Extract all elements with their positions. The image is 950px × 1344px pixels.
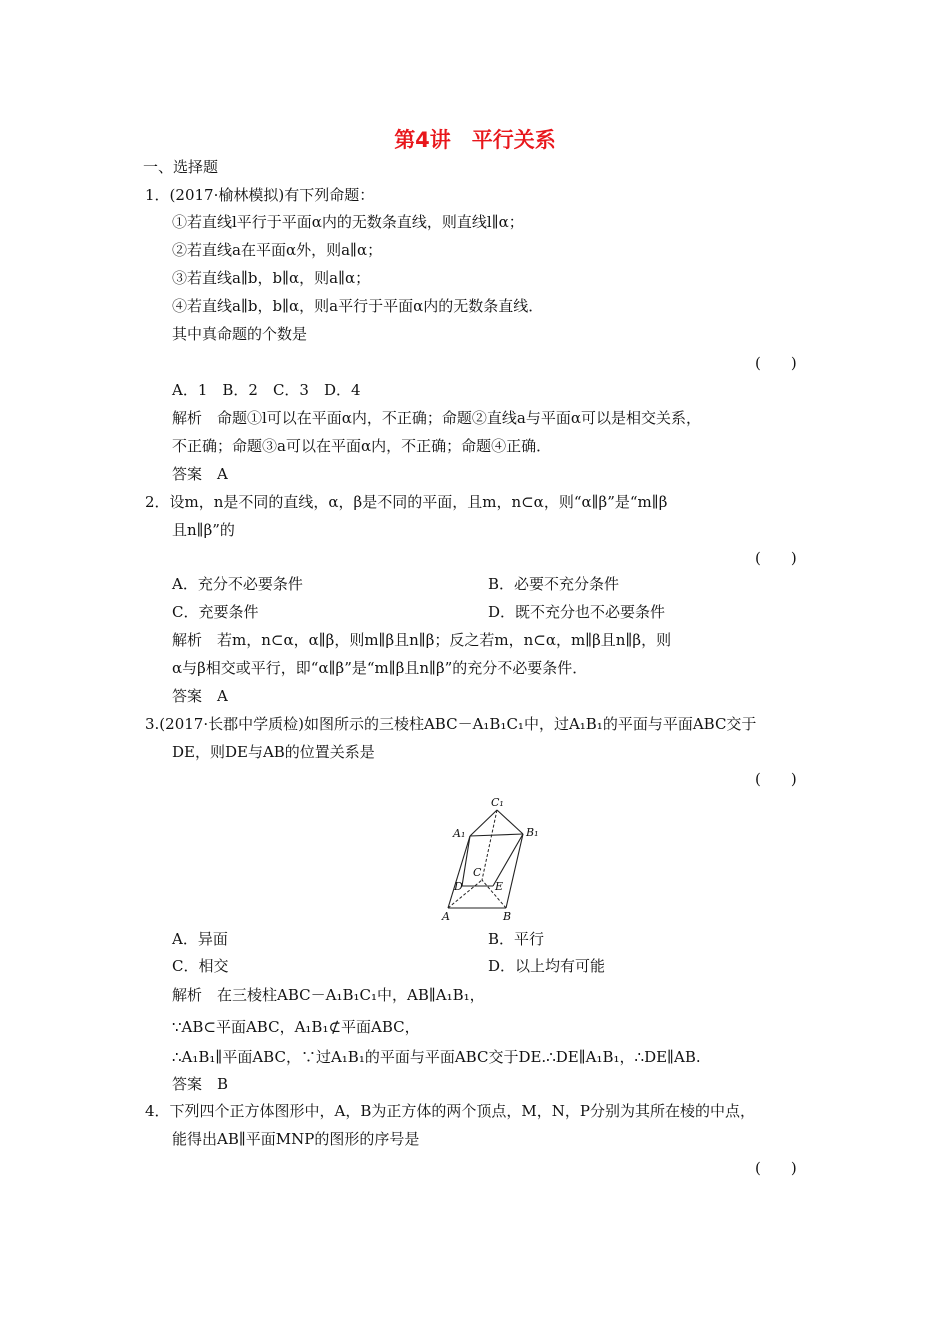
q3-answer-blank: ( )	[755, 770, 797, 788]
q3-stem-line-1: 3.(2017·长郡中学质检)如图所示的三棱柱ABC－A₁B₁C₁中，过A₁B₁的平面与平面ABC交于	[145, 715, 757, 733]
q1-answer: 答案 A	[172, 465, 228, 483]
q3-stem-line-2: DE，则DE与AB的位置关系是	[172, 743, 375, 761]
page-title: 第4讲 平行关系	[394, 128, 556, 152]
q2-option-c: C．充要条件	[172, 603, 259, 621]
label-a: A	[442, 910, 450, 923]
label-b: B	[503, 910, 512, 923]
q1-proposition-4: ④若直线a∥b，b∥α，则a平行于平面α内的无数条直线．	[172, 297, 544, 315]
label-c: C	[473, 866, 482, 879]
q1-proposition-1: ①若直线l平行于平面α内的无数条直线，则直线l∥α；	[172, 213, 524, 231]
q1-proposition-3: ③若直线a∥b，b∥α，则a∥α；	[172, 269, 371, 287]
q1-answer-blank: ( )	[755, 354, 797, 372]
q4-stem-line-2: 能得出AB∥平面MNP的图形的序号是	[172, 1130, 420, 1148]
q3-option-d: D．以上均有可能	[488, 957, 606, 975]
q1-question: 其中真命题的个数是	[172, 325, 308, 343]
q3-option-b: B．平行	[488, 930, 545, 948]
q1-analysis-line-2: 不正确；命题③a可以在平面α内，不正确；命题④正确．	[172, 437, 552, 455]
section-heading: 一、选择题	[143, 158, 219, 176]
q3-analysis-line-3: ∴A₁B₁∥平面ABC，∵过A₁B₁的平面与平面ABC交于DE.∴DE∥A₁B₁，∴DE∥AB.	[172, 1048, 701, 1066]
q3-analysis-line-1: 解析 在三棱柱ABC－A₁B₁C₁中，AB∥A₁B₁，	[172, 986, 485, 1004]
label-b1: B₁	[526, 826, 539, 839]
q1-analysis-line-1: 解析 命题①l可以在平面α内，不正确；命题②直线a与平面α可以是相交关系，	[172, 409, 702, 427]
triangular-prism-figure	[440, 790, 540, 925]
q4-stem-line-1: 4．下列四个正方体图形中，A，B为正方体的两个顶点，M，N，P分别为其所在棱的中点，	[145, 1102, 755, 1120]
label-e: E	[495, 880, 504, 893]
q4-answer-blank: ( )	[755, 1159, 797, 1177]
q3-analysis-line-2: ∵AB⊂平面ABC，A₁B₁⊄平面ABC，	[172, 1018, 420, 1036]
q2-answer-blank: ( )	[755, 549, 797, 567]
q2-answer: 答案 A	[172, 687, 228, 705]
q2-option-b: B．必要不充分条件	[488, 575, 620, 593]
q1-proposition-2: ②若直线a在平面α外，则a∥α；	[172, 241, 383, 259]
q2-stem-line-2: 且n∥β”的	[172, 521, 235, 539]
q1-stem: 1．(2017·榆林模拟)有下列命题：	[145, 186, 375, 204]
label-c1: C₁	[491, 796, 504, 809]
q3-option-a: A．异面	[172, 930, 228, 948]
q1-options: A．1 B．2 C．3 D．4	[172, 381, 361, 399]
label-d: D	[454, 880, 463, 893]
q2-analysis-line-1: 解析 若m，n⊂α，α∥β，则m∥β且n∥β；反之若m，n⊂α，m∥β且n∥β，则	[172, 631, 672, 649]
q2-stem-line-1: 2．设m，n是不同的直线，α，β是不同的平面，且m，n⊂α，则“α∥β”是“m∥β	[145, 493, 668, 511]
q3-answer: 答案 B	[172, 1075, 229, 1093]
q2-option-a: A．充分不必要条件	[172, 575, 303, 593]
q2-option-d: D．既不充分也不必要条件	[488, 603, 666, 621]
label-a1: A₁	[453, 827, 466, 840]
q2-analysis-line-2: α与β相交或平行，即“α∥β”是“m∥β且n∥β”的充分不必要条件．	[172, 659, 588, 677]
q3-option-c: C．相交	[172, 957, 229, 975]
